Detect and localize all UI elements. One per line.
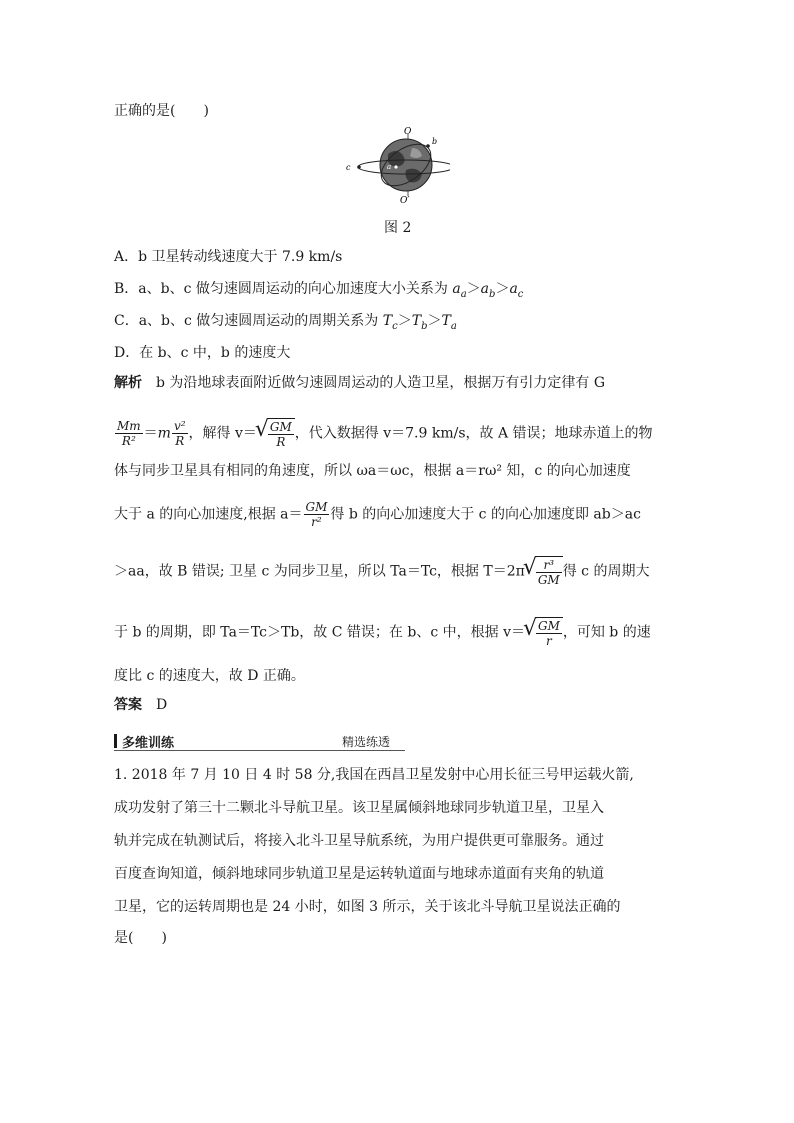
label-a: a: [387, 163, 392, 171]
option-b: B．a、b、c 做匀速圆周运动的向心加速度大小关系为 $a_a>a_b>a_c$: [114, 281, 524, 300]
label-o: O: [404, 127, 412, 137]
answer-line: [114, 695, 167, 715]
problem1-line-3: 轨并完成在轨测试后，将接入北斗卫星导航系统，为用户提供更可靠服务。通过: [114, 833, 604, 849]
analysis-line-3: 体与同步卫星具有相同的角速度，所以 ωa＝ωc，根据 a＝rω² 知，c 的向心加速度: [114, 463, 631, 479]
earth-orbit-figure: [340, 124, 450, 204]
answer-value: D: [156, 697, 168, 713]
section-title: 多维训练: [122, 736, 175, 751]
satellite-b-dot: [426, 144, 430, 148]
section-header: [114, 733, 405, 751]
label-c: c: [346, 163, 351, 172]
option-b-relation: $a_a>a_b>a_c$: [452, 281, 524, 300]
analysis-line-2: $\frac{Mm}{\text{R²}}$ ＝m $\frac{\text{v²}}{R}$ ，解得 v＝ √ $\frac{GM}{R}$ ，代入数据得 v＝7.9 km/s，故 A 错误；地球赤道上的物: [114, 418, 653, 449]
analysis-line-1: 解析 b 为沿地球表面附近做匀速圆周运动的人造卫星，根据万有引力定律有 G: [114, 375, 606, 391]
satellite-a-dot: [394, 165, 397, 168]
analysis-line-6: 于 b 的周期，即 Ta＝Tc＞Tb，故 C 错误；在 b、c 中，根据 v＝ √ $\frac{GM}{r}$ ，可知 b 的速: [114, 617, 651, 648]
problem1-line-4: 百度查询知道，倾斜地球同步轨道卫星是运转轨道面与地球赤道面有夹角的轨道: [114, 866, 604, 882]
problem1-line-6: 是( ): [114, 930, 167, 946]
analysis-line-4: 大于 a 的向心加速度,根据 a＝ $\frac{GM}{\text{r²}}$ 得 b 的向心加速度大于 c 的向心加速度即 ab＞ac: [114, 500, 641, 529]
question-tail: 正确的是( ): [114, 103, 209, 119]
answer-label: 答案: [114, 697, 142, 713]
label-o-prime: O′: [400, 196, 410, 204]
problem1-line-1: 1. 2018 年 7 月 10 日 4 时 58 分,我国在西昌卫星发射中心用长征三号甲运载火箭,: [114, 767, 634, 783]
section-subtitle: 精选练透: [342, 735, 391, 749]
option-c-relation: $T_c>T_b>T_a$: [382, 313, 457, 332]
problem1-line-5: 卫星，它的运转周期也是 24 小时，如图 3 所示，关于该北斗导航卫星说法正确的: [114, 899, 621, 915]
satellite-c-dot: [357, 165, 361, 169]
analysis-line-5: ＞aa，故 B 错误; 卫星 c 为同步卫星，所以 Ta＝Tc，根据 T＝2π √ $\frac{\text{r³}}{GM}$ 得 c 的周期大: [114, 556, 649, 587]
option-d: D．在 b、c 中，b 的速度大: [114, 345, 291, 361]
label-b: b: [432, 137, 438, 146]
analysis-line-7: 度比 c 的速度大，故 D 正确。: [114, 668, 305, 684]
analysis-label: 解析: [114, 375, 142, 391]
figure-caption: 图 2: [384, 220, 412, 236]
problem1-line-2: 成功发射了第三十二颗北斗导航卫星。该卫星属倾斜地球同步轨道卫星，卫星入: [114, 800, 604, 816]
option-a: A．b 卫星转动线速度大于 7.9 km/s: [114, 249, 343, 265]
option-c: C．a、b、c 做匀速圆周运动的周期关系为 $T_c>T_b>T_a$: [114, 313, 457, 332]
section-marker: [114, 734, 117, 748]
